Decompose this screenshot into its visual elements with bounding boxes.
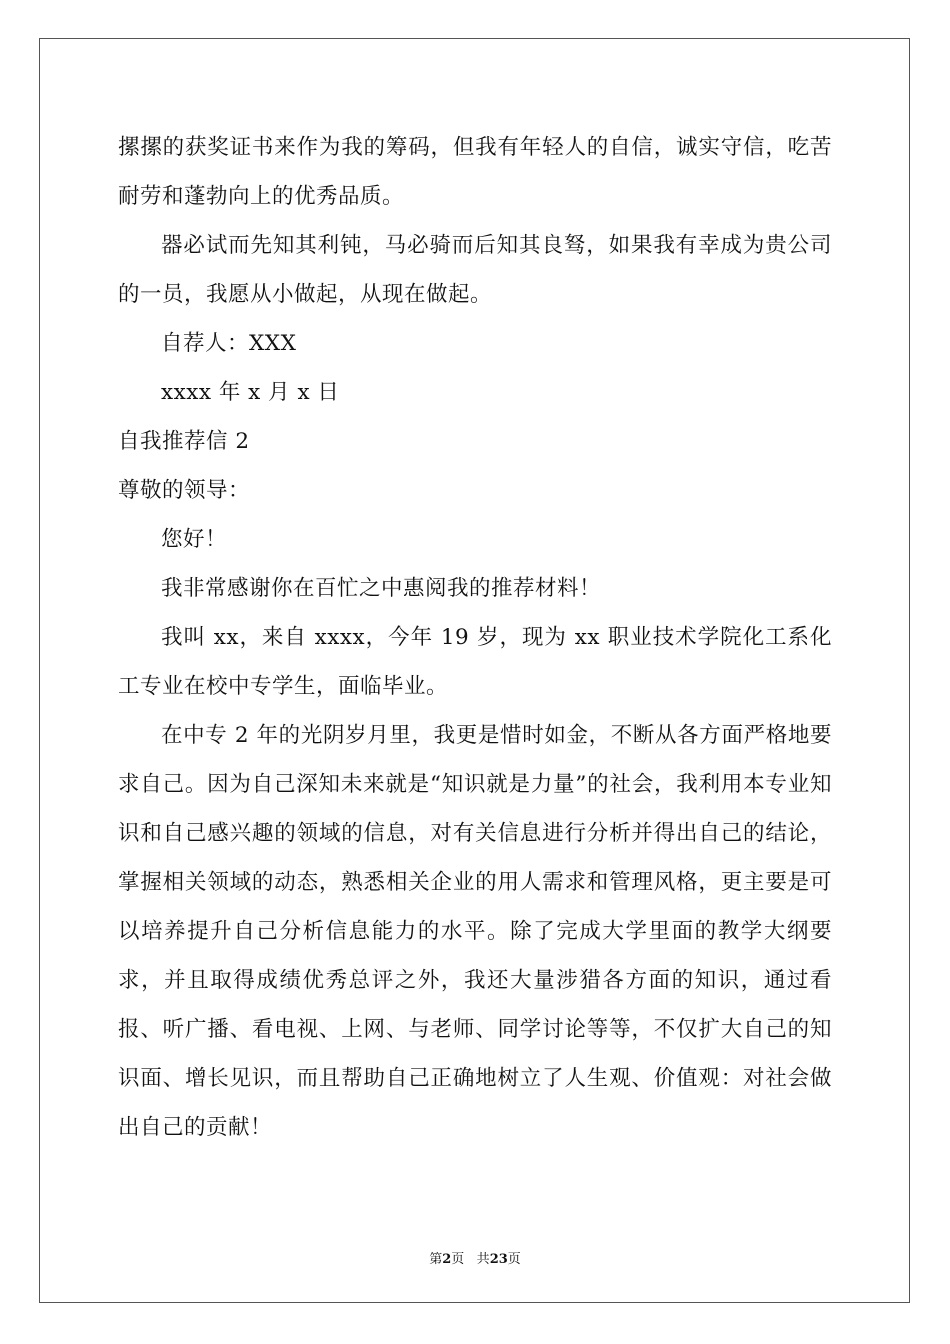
footer-total-prefix: 共 <box>476 1252 490 1267</box>
signature-line: 自荐人：XXX <box>161 331 297 356</box>
footer-total-unit: 页 <box>507 1252 521 1267</box>
section-title: 自我推荐信 2 <box>118 429 250 454</box>
paragraph-2: 器必试而先知其利钝，马必骑而后知其良驽，如果我有幸成为贵公司的一员，我愿从小做起，从现在做起。 <box>118 233 832 307</box>
footer-current-page: 2 <box>442 1252 452 1267</box>
paragraph-intro: 我叫 xx，来自 xxxx，今年 19 岁，现为 xx 职业技术学院化工系化工专业在校中专学生，面临毕业。 <box>118 625 832 699</box>
footer-page-unit: 页 <box>451 1252 465 1267</box>
greeting: 您好！ <box>161 527 228 552</box>
paragraph-body: 在中专 2 年的光阴岁月里，我更是惜时如金，不断从各方面严格地要求自己。因为自己深知未来就是“知识就是力量”的社会，我利用本专业知识和自己感兴趣的领域的信息，对有关信息进行分析并得出自己的结论，掌握相关领域的动态，熟悉相关企业的用人需求和管理风格，更主要是可以培养提升自己分析信息能力的水平。除了完成大学里面的教学大纲要求，并且取得成绩优秀总评之外，我还大量涉猎各方面的知识，通过看报、听广播、看电视、上网、与老师、同学讨论等等，不仅扩大自己的知识面、增长见识，而且帮助自己正确地树立了人生观、价值观：对社会做出自己的贡献！ <box>118 723 832 1140</box>
paragraph-1: 摞摞的获奖证书来作为我的筹码，但我有年轻人的自信，诚实守信，吃苦耐劳和蓬勃向上的优秀品质。 <box>118 135 832 209</box>
document-body <box>118 123 832 1152</box>
date-line: xxxx 年 x 月 x 日 <box>161 380 340 405</box>
salutation: 尊敬的领导： <box>118 478 251 503</box>
page-footer <box>0 1248 950 1267</box>
paragraph-thanks: 我非常感谢你在百忙之中惠阅我的推荐材料！ <box>161 576 602 601</box>
footer-total-pages: 23 <box>489 1252 508 1267</box>
footer-prefix: 第 <box>429 1252 443 1267</box>
